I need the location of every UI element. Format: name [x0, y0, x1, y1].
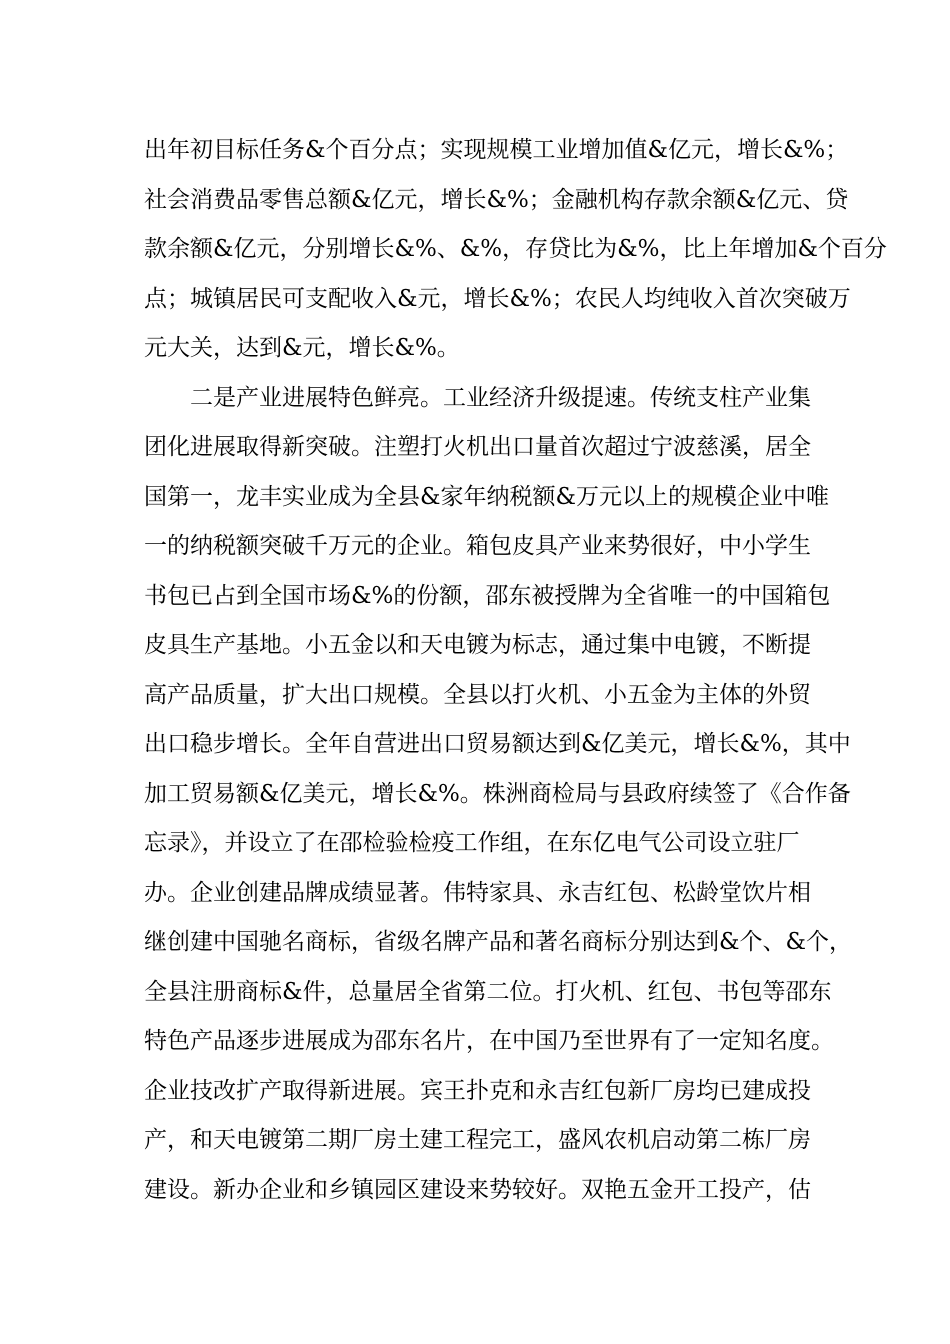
text-line: 团化进展取得新突破。注塑打火机出口量首次超过宁波慈溪，居全: [144, 434, 811, 460]
text-line: 产，和天电镀第二期厂房土建工程完工，盛风农机启动第二栋厂房: [144, 1127, 811, 1153]
text-line: 书包已占到全国市场&%的份额，邵东被授牌为全省唯一的中国箱包: [144, 582, 831, 609]
text-line: 建设。新办企业和乡镇园区建设来势较好。双艳五金开工投产，估: [144, 1176, 811, 1203]
text-line: 出口稳步增长。全年自营进出口贸易额达到&亿美元，增长&%，其中: [144, 731, 851, 757]
text-line: 国第一，龙丰实业成为全县&家年纳税额&万元以上的规模企业中唯: [144, 483, 829, 510]
text-line: 点；城镇居民可支配收入&元，增长&%；农民人均纯收入首次突破万: [144, 285, 851, 312]
text-line: 高产品质量，扩大出口规模。全县以打火机、小五金为主体的外贸: [144, 681, 811, 708]
text-line: 款余额&亿元，分别增长&%、&%，存贷比为&%，比上年增加&个百分: [144, 236, 887, 262]
text-line: 企业技改扩产取得新进展。宾王扑克和永吉红包新厂房均已建成投: [144, 1077, 811, 1104]
text-line: 元大关，达到&元，增长&%。: [144, 335, 460, 361]
text-line: 加工贸易额&亿美元，增长&%。株洲商检局与县政府续签了《合作备: [144, 780, 851, 807]
text-line: 特色产品逐步进展成为邵东名片，在中国乃至世界有了一定知名度。: [144, 1028, 834, 1054]
text-line: 出年初目标任务&个百分点；实现规模工业增加值&亿元，增长&%；: [144, 137, 849, 163]
paragraph-start-line: 二是产业进展特色鲜亮。工业经济升级提速。传统支柱产业集: [190, 384, 811, 411]
text-line: 一的纳税额突破千万元的企业。箱包皮具产业来势很好，中小学生: [144, 533, 811, 559]
text-line: 全县注册商标&件，总量居全省第二位。打火机、红包、书包等邵东: [144, 978, 832, 1005]
text-line: 继创建中国驰名商标，省级名牌产品和著名商标分别达到&个、&个，: [144, 929, 852, 955]
text-line: 办。企业创建品牌成绩显著。伟特家具、永吉红包、松龄堂饮片相: [144, 879, 811, 906]
text-line: 社会消费品零售总额&亿元，增长&%；金融机构存款余额&亿元、贷: [144, 186, 849, 213]
text-line: 皮具生产基地。小五金以和天电镀为标志，通过集中电镀，不断提: [144, 632, 811, 658]
text-line: 忘录》，并设立了在邵检验检疫工作组，在东亿电气公司设立驻厂: [144, 830, 800, 856]
body-text: [144, 126, 887, 1215]
